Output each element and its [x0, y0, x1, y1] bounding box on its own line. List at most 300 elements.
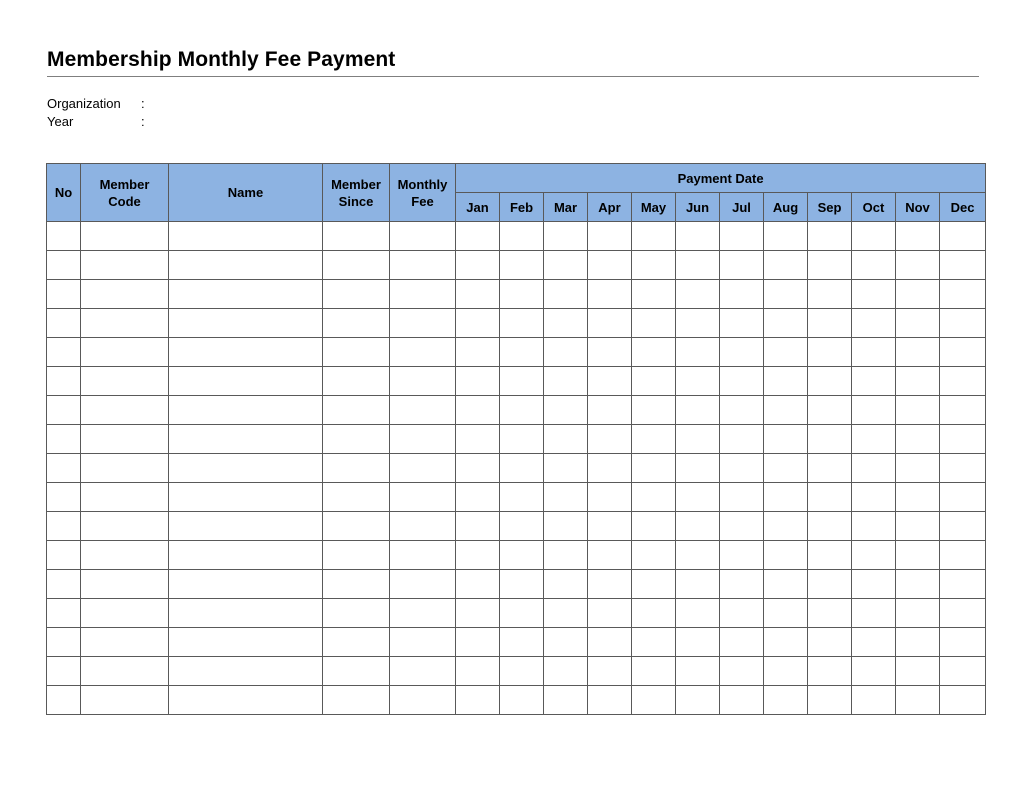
cell-member-code[interactable]	[81, 309, 169, 338]
cell-no[interactable]	[47, 367, 81, 396]
cell-oct[interactable]	[852, 686, 896, 715]
cell-may[interactable]	[632, 338, 676, 367]
cell-monthly-fee[interactable]	[390, 628, 456, 657]
cell-nov[interactable]	[896, 570, 940, 599]
cell-mar[interactable]	[544, 512, 588, 541]
cell-sep[interactable]	[808, 251, 852, 280]
cell-member-code[interactable]	[81, 628, 169, 657]
cell-sep[interactable]	[808, 338, 852, 367]
cell-monthly-fee[interactable]	[390, 280, 456, 309]
cell-aug[interactable]	[764, 222, 808, 251]
cell-member-since[interactable]	[323, 280, 390, 309]
cell-oct[interactable]	[852, 541, 896, 570]
cell-nov[interactable]	[896, 222, 940, 251]
cell-apr[interactable]	[588, 512, 632, 541]
cell-name[interactable]	[169, 483, 323, 512]
cell-jun[interactable]	[676, 512, 720, 541]
cell-feb[interactable]	[500, 541, 544, 570]
cell-name[interactable]	[169, 512, 323, 541]
cell-mar[interactable]	[544, 251, 588, 280]
cell-may[interactable]	[632, 628, 676, 657]
cell-dec[interactable]	[940, 309, 986, 338]
cell-member-since[interactable]	[323, 309, 390, 338]
cell-jun[interactable]	[676, 280, 720, 309]
cell-mar[interactable]	[544, 222, 588, 251]
cell-jan[interactable]	[456, 599, 500, 628]
cell-sep[interactable]	[808, 657, 852, 686]
cell-mar[interactable]	[544, 657, 588, 686]
cell-feb[interactable]	[500, 570, 544, 599]
cell-name[interactable]	[169, 657, 323, 686]
cell-dec[interactable]	[940, 338, 986, 367]
cell-name[interactable]	[169, 541, 323, 570]
cell-jan[interactable]	[456, 686, 500, 715]
cell-jun[interactable]	[676, 686, 720, 715]
cell-feb[interactable]	[500, 599, 544, 628]
cell-member-since[interactable]	[323, 657, 390, 686]
cell-nov[interactable]	[896, 251, 940, 280]
cell-member-since[interactable]	[323, 686, 390, 715]
cell-jul[interactable]	[720, 570, 764, 599]
cell-feb[interactable]	[500, 338, 544, 367]
header-month-mar: Mar	[544, 193, 588, 222]
cell-oct[interactable]	[852, 657, 896, 686]
cell-may[interactable]	[632, 222, 676, 251]
cell-may[interactable]	[632, 396, 676, 425]
cell-nov[interactable]	[896, 541, 940, 570]
cell-jan[interactable]	[456, 483, 500, 512]
cell-no[interactable]	[47, 425, 81, 454]
cell-jun[interactable]	[676, 309, 720, 338]
cell-sep[interactable]	[808, 570, 852, 599]
cell-name[interactable]	[169, 686, 323, 715]
cell-member-code[interactable]	[81, 483, 169, 512]
cell-member-since[interactable]	[323, 338, 390, 367]
cell-apr[interactable]	[588, 251, 632, 280]
cell-jul[interactable]	[720, 309, 764, 338]
cell-may[interactable]	[632, 280, 676, 309]
cell-feb[interactable]	[500, 628, 544, 657]
cell-dec[interactable]	[940, 222, 986, 251]
cell-may[interactable]	[632, 483, 676, 512]
cell-jun[interactable]	[676, 541, 720, 570]
cell-may[interactable]	[632, 309, 676, 338]
cell-feb[interactable]	[500, 222, 544, 251]
cell-mar[interactable]	[544, 541, 588, 570]
cell-monthly-fee[interactable]	[390, 309, 456, 338]
cell-apr[interactable]	[588, 686, 632, 715]
cell-mar[interactable]	[544, 367, 588, 396]
cell-member-code[interactable]	[81, 570, 169, 599]
cell-member-code[interactable]	[81, 338, 169, 367]
cell-mar[interactable]	[544, 280, 588, 309]
cell-may[interactable]	[632, 657, 676, 686]
cell-sep[interactable]	[808, 628, 852, 657]
cell-nov[interactable]	[896, 454, 940, 483]
cell-oct[interactable]	[852, 454, 896, 483]
cell-apr[interactable]	[588, 280, 632, 309]
cell-sep[interactable]	[808, 367, 852, 396]
cell-aug[interactable]	[764, 686, 808, 715]
cell-feb[interactable]	[500, 280, 544, 309]
cell-no[interactable]	[47, 657, 81, 686]
cell-nov[interactable]	[896, 599, 940, 628]
cell-jun[interactable]	[676, 425, 720, 454]
cell-member-since[interactable]	[323, 628, 390, 657]
cell-jun[interactable]	[676, 483, 720, 512]
cell-may[interactable]	[632, 425, 676, 454]
cell-jun[interactable]	[676, 251, 720, 280]
cell-no[interactable]	[47, 541, 81, 570]
cell-member-code[interactable]	[81, 222, 169, 251]
cell-nov[interactable]	[896, 309, 940, 338]
cell-aug[interactable]	[764, 309, 808, 338]
cell-no[interactable]	[47, 222, 81, 251]
cell-may[interactable]	[632, 454, 676, 483]
cell-may[interactable]	[632, 541, 676, 570]
cell-no[interactable]	[47, 280, 81, 309]
cell-monthly-fee[interactable]	[390, 222, 456, 251]
cell-may[interactable]	[632, 251, 676, 280]
cell-monthly-fee[interactable]	[390, 599, 456, 628]
cell-dec[interactable]	[940, 454, 986, 483]
cell-jul[interactable]	[720, 396, 764, 425]
cell-jul[interactable]	[720, 512, 764, 541]
cell-jun[interactable]	[676, 454, 720, 483]
cell-jun[interactable]	[676, 222, 720, 251]
cell-member-since[interactable]	[323, 425, 390, 454]
cell-member-since[interactable]	[323, 599, 390, 628]
cell-mar[interactable]	[544, 309, 588, 338]
cell-jan[interactable]	[456, 570, 500, 599]
cell-mar[interactable]	[544, 425, 588, 454]
cell-oct[interactable]	[852, 280, 896, 309]
cell-nov[interactable]	[896, 367, 940, 396]
cell-member-code[interactable]	[81, 657, 169, 686]
cell-monthly-fee[interactable]	[390, 483, 456, 512]
cell-member-code[interactable]	[81, 396, 169, 425]
cell-oct[interactable]	[852, 483, 896, 512]
cell-jan[interactable]	[456, 657, 500, 686]
cell-name[interactable]	[169, 309, 323, 338]
cell-no[interactable]	[47, 396, 81, 425]
cell-jun[interactable]	[676, 657, 720, 686]
cell-oct[interactable]	[852, 628, 896, 657]
cell-monthly-fee[interactable]	[390, 657, 456, 686]
cell-jul[interactable]	[720, 454, 764, 483]
cell-oct[interactable]	[852, 396, 896, 425]
cell-monthly-fee[interactable]	[390, 570, 456, 599]
cell-may[interactable]	[632, 367, 676, 396]
cell-dec[interactable]	[940, 686, 986, 715]
table-row	[47, 599, 986, 628]
cell-monthly-fee[interactable]	[390, 512, 456, 541]
cell-jul[interactable]	[720, 251, 764, 280]
cell-jan[interactable]	[456, 251, 500, 280]
cell-apr[interactable]	[588, 454, 632, 483]
cell-dec[interactable]	[940, 599, 986, 628]
cell-no[interactable]	[47, 570, 81, 599]
cell-jan[interactable]	[456, 454, 500, 483]
cell-name[interactable]	[169, 570, 323, 599]
cell-may[interactable]	[632, 512, 676, 541]
cell-aug[interactable]	[764, 280, 808, 309]
cell-oct[interactable]	[852, 570, 896, 599]
year-field	[47, 113, 151, 131]
cell-member-since[interactable]	[323, 396, 390, 425]
cell-aug[interactable]	[764, 512, 808, 541]
cell-dec[interactable]	[940, 483, 986, 512]
cell-sep[interactable]	[808, 686, 852, 715]
cell-dec[interactable]	[940, 396, 986, 425]
cell-sep[interactable]	[808, 541, 852, 570]
cell-apr[interactable]	[588, 425, 632, 454]
cell-member-code[interactable]	[81, 512, 169, 541]
cell-jul[interactable]	[720, 425, 764, 454]
cell-monthly-fee[interactable]	[390, 425, 456, 454]
cell-aug[interactable]	[764, 599, 808, 628]
cell-member-since[interactable]	[323, 541, 390, 570]
cell-mar[interactable]	[544, 396, 588, 425]
cell-monthly-fee[interactable]	[390, 251, 456, 280]
cell-nov[interactable]	[896, 628, 940, 657]
cell-mar[interactable]	[544, 454, 588, 483]
cell-apr[interactable]	[588, 367, 632, 396]
header-month-dec: Dec	[940, 193, 986, 222]
table-row	[47, 483, 986, 512]
cell-apr[interactable]	[588, 599, 632, 628]
cell-apr[interactable]	[588, 396, 632, 425]
cell-mar[interactable]	[544, 628, 588, 657]
cell-name[interactable]	[169, 367, 323, 396]
cell-aug[interactable]	[764, 570, 808, 599]
cell-no[interactable]	[47, 454, 81, 483]
cell-no[interactable]	[47, 628, 81, 657]
cell-monthly-fee[interactable]	[390, 541, 456, 570]
cell-no[interactable]	[47, 599, 81, 628]
cell-jul[interactable]	[720, 338, 764, 367]
cell-jan[interactable]	[456, 222, 500, 251]
cell-apr[interactable]	[588, 483, 632, 512]
cell-apr[interactable]	[588, 570, 632, 599]
cell-member-since[interactable]	[323, 251, 390, 280]
cell-aug[interactable]	[764, 338, 808, 367]
cell-jun[interactable]	[676, 599, 720, 628]
table-row	[47, 628, 986, 657]
cell-no[interactable]	[47, 512, 81, 541]
cell-no[interactable]	[47, 686, 81, 715]
cell-sep[interactable]	[808, 222, 852, 251]
cell-monthly-fee[interactable]	[390, 454, 456, 483]
cell-mar[interactable]	[544, 599, 588, 628]
cell-aug[interactable]	[764, 483, 808, 512]
cell-sep[interactable]	[808, 454, 852, 483]
cell-feb[interactable]	[500, 483, 544, 512]
year-label: Year	[47, 114, 74, 129]
cell-dec[interactable]	[940, 512, 986, 541]
cell-sep[interactable]	[808, 309, 852, 338]
cell-sep[interactable]	[808, 483, 852, 512]
cell-mar[interactable]	[544, 686, 588, 715]
cell-nov[interactable]	[896, 512, 940, 541]
title-divider	[47, 76, 979, 77]
cell-jul[interactable]	[720, 367, 764, 396]
cell-name[interactable]	[169, 454, 323, 483]
cell-feb[interactable]	[500, 396, 544, 425]
cell-jun[interactable]	[676, 396, 720, 425]
cell-jul[interactable]	[720, 280, 764, 309]
cell-oct[interactable]	[852, 222, 896, 251]
cell-dec[interactable]	[940, 541, 986, 570]
cell-feb[interactable]	[500, 425, 544, 454]
cell-name[interactable]	[169, 628, 323, 657]
cell-jun[interactable]	[676, 367, 720, 396]
cell-member-since[interactable]	[323, 570, 390, 599]
cell-aug[interactable]	[764, 251, 808, 280]
cell-dec[interactable]	[940, 657, 986, 686]
cell-name[interactable]	[169, 599, 323, 628]
cell-jan[interactable]	[456, 338, 500, 367]
cell-nov[interactable]	[896, 483, 940, 512]
cell-sep[interactable]	[808, 280, 852, 309]
cell-jan[interactable]	[456, 396, 500, 425]
cell-aug[interactable]	[764, 454, 808, 483]
cell-aug[interactable]	[764, 425, 808, 454]
cell-monthly-fee[interactable]	[390, 686, 456, 715]
cell-oct[interactable]	[852, 599, 896, 628]
cell-name[interactable]	[169, 338, 323, 367]
cell-dec[interactable]	[940, 280, 986, 309]
cell-jan[interactable]	[456, 280, 500, 309]
cell-oct[interactable]	[852, 309, 896, 338]
cell-jul[interactable]	[720, 541, 764, 570]
cell-no[interactable]	[47, 338, 81, 367]
cell-dec[interactable]	[940, 425, 986, 454]
cell-apr[interactable]	[588, 309, 632, 338]
cell-member-code[interactable]	[81, 686, 169, 715]
cell-apr[interactable]	[588, 628, 632, 657]
cell-aug[interactable]	[764, 541, 808, 570]
cell-jun[interactable]	[676, 338, 720, 367]
cell-may[interactable]	[632, 570, 676, 599]
cell-no[interactable]	[47, 309, 81, 338]
cell-jan[interactable]	[456, 309, 500, 338]
cell-member-since[interactable]	[323, 512, 390, 541]
cell-nov[interactable]	[896, 425, 940, 454]
cell-name[interactable]	[169, 251, 323, 280]
cell-name[interactable]	[169, 222, 323, 251]
cell-monthly-fee[interactable]	[390, 338, 456, 367]
cell-dec[interactable]	[940, 570, 986, 599]
cell-jan[interactable]	[456, 425, 500, 454]
cell-jul[interactable]	[720, 483, 764, 512]
cell-sep[interactable]	[808, 396, 852, 425]
cell-feb[interactable]	[500, 657, 544, 686]
cell-jun[interactable]	[676, 628, 720, 657]
cell-member-code[interactable]	[81, 454, 169, 483]
cell-jul[interactable]	[720, 657, 764, 686]
cell-member-since[interactable]	[323, 454, 390, 483]
cell-dec[interactable]	[940, 367, 986, 396]
cell-member-since[interactable]	[323, 222, 390, 251]
cell-jul[interactable]	[720, 686, 764, 715]
cell-member-since[interactable]	[323, 367, 390, 396]
table-row	[47, 454, 986, 483]
cell-no[interactable]	[47, 251, 81, 280]
cell-mar[interactable]	[544, 483, 588, 512]
cell-feb[interactable]	[500, 367, 544, 396]
cell-aug[interactable]	[764, 396, 808, 425]
cell-member-code[interactable]	[81, 367, 169, 396]
cell-member-since[interactable]	[323, 483, 390, 512]
cell-monthly-fee[interactable]	[390, 367, 456, 396]
cell-member-code[interactable]	[81, 251, 169, 280]
cell-aug[interactable]	[764, 367, 808, 396]
cell-dec[interactable]	[940, 251, 986, 280]
cell-member-code[interactable]	[81, 599, 169, 628]
cell-apr[interactable]	[588, 657, 632, 686]
cell-nov[interactable]	[896, 280, 940, 309]
cell-jan[interactable]	[456, 367, 500, 396]
cell-jul[interactable]	[720, 628, 764, 657]
cell-aug[interactable]	[764, 628, 808, 657]
cell-oct[interactable]	[852, 251, 896, 280]
cell-member-code[interactable]	[81, 541, 169, 570]
cell-feb[interactable]	[500, 251, 544, 280]
cell-jan[interactable]	[456, 628, 500, 657]
cell-member-code[interactable]	[81, 425, 169, 454]
cell-no[interactable]	[47, 483, 81, 512]
cell-sep[interactable]	[808, 512, 852, 541]
cell-apr[interactable]	[588, 222, 632, 251]
cell-oct[interactable]	[852, 425, 896, 454]
cell-nov[interactable]	[896, 686, 940, 715]
cell-oct[interactable]	[852, 338, 896, 367]
cell-mar[interactable]	[544, 338, 588, 367]
cell-jul[interactable]	[720, 599, 764, 628]
table-row	[47, 512, 986, 541]
cell-name[interactable]	[169, 280, 323, 309]
cell-feb[interactable]	[500, 686, 544, 715]
cell-jan[interactable]	[456, 541, 500, 570]
cell-oct[interactable]	[852, 367, 896, 396]
cell-feb[interactable]	[500, 309, 544, 338]
cell-aug[interactable]	[764, 657, 808, 686]
cell-mar[interactable]	[544, 570, 588, 599]
cell-monthly-fee[interactable]	[390, 396, 456, 425]
cell-nov[interactable]	[896, 338, 940, 367]
cell-feb[interactable]	[500, 512, 544, 541]
cell-jul[interactable]	[720, 222, 764, 251]
cell-feb[interactable]	[500, 454, 544, 483]
header-month-nov: Nov	[896, 193, 940, 222]
cell-jan[interactable]	[456, 512, 500, 541]
cell-may[interactable]	[632, 599, 676, 628]
cell-jun[interactable]	[676, 570, 720, 599]
cell-name[interactable]	[169, 396, 323, 425]
cell-oct[interactable]	[852, 512, 896, 541]
cell-name[interactable]	[169, 425, 323, 454]
cell-may[interactable]	[632, 686, 676, 715]
cell-member-code[interactable]	[81, 280, 169, 309]
cell-sep[interactable]	[808, 599, 852, 628]
cell-sep[interactable]	[808, 425, 852, 454]
cell-nov[interactable]	[896, 657, 940, 686]
cell-apr[interactable]	[588, 338, 632, 367]
cell-apr[interactable]	[588, 541, 632, 570]
cell-dec[interactable]	[940, 628, 986, 657]
cell-nov[interactable]	[896, 396, 940, 425]
